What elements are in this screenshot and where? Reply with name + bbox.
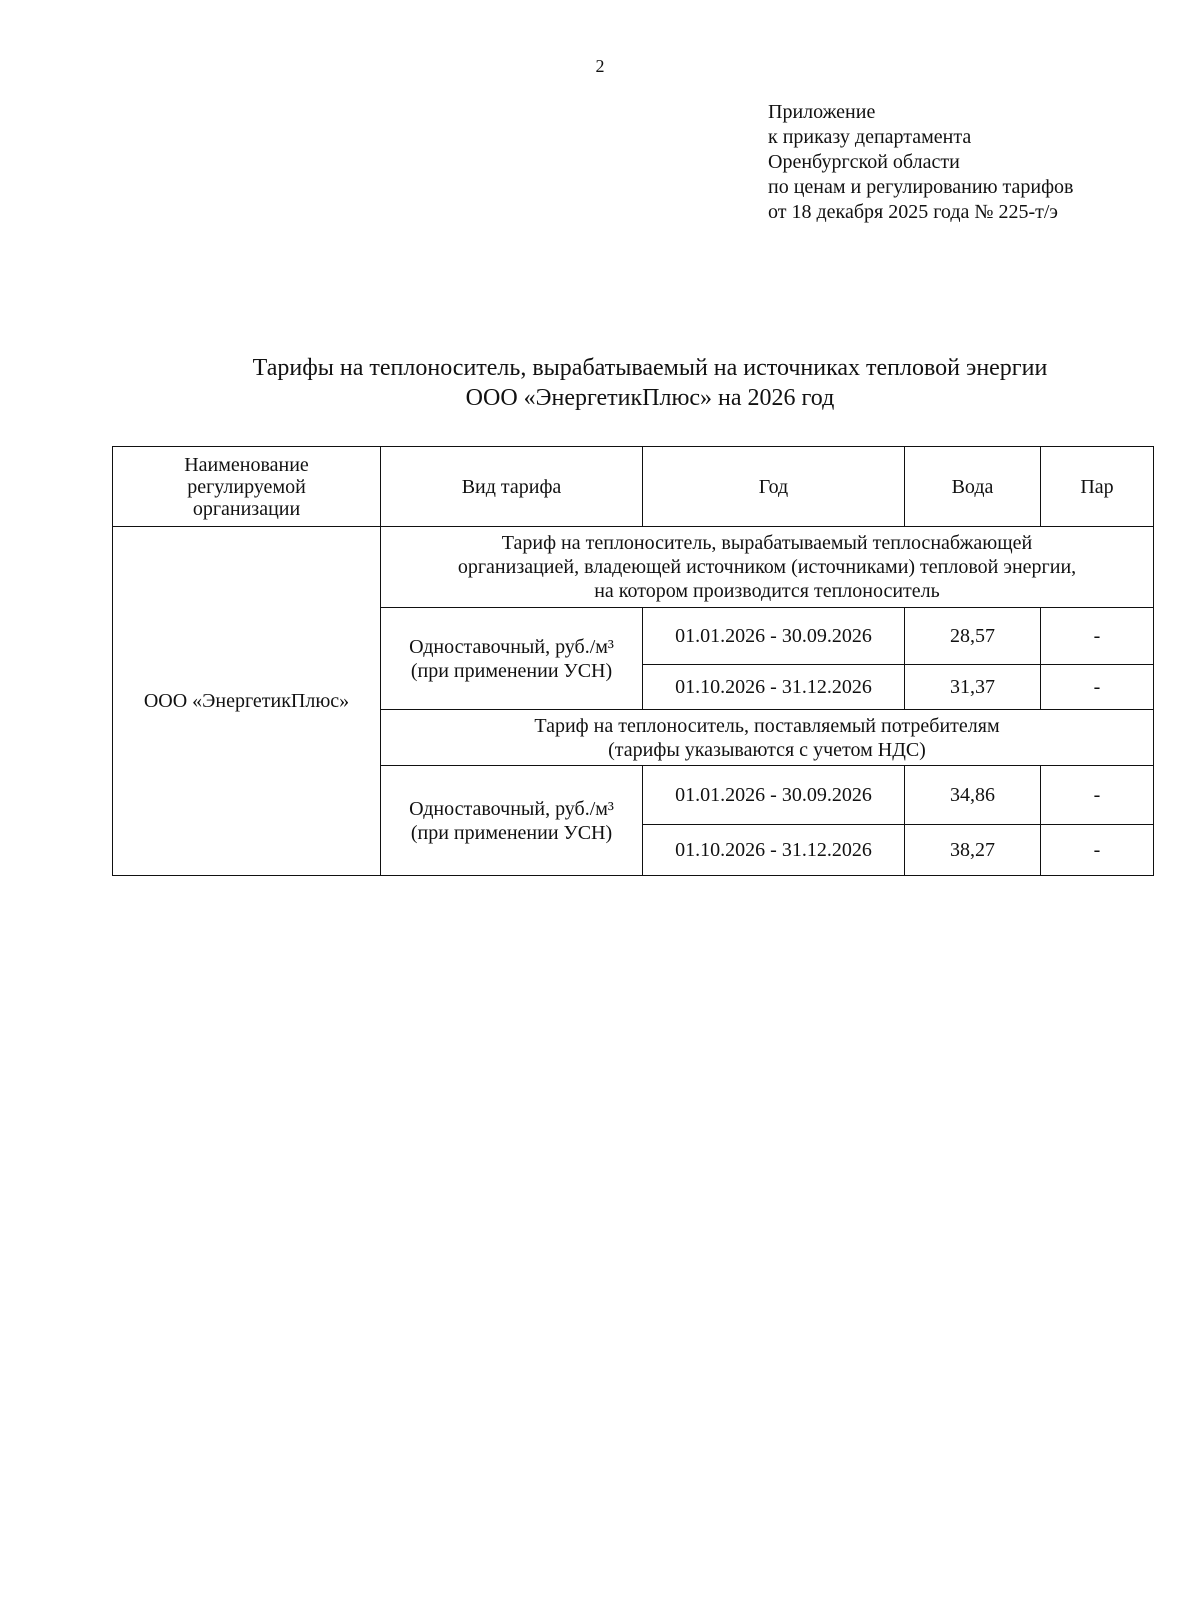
- table-header-row: [113, 447, 1154, 527]
- header-water: Вода: [905, 447, 1041, 527]
- period-cell: 01.10.2026 - 31.12.2026: [643, 665, 905, 710]
- title-line-2: ООО «ЭнергетикПлюс» на 2026 год: [465, 385, 835, 411]
- appendix-line: Оренбургской области: [768, 151, 960, 173]
- steam-value-cell: -: [1041, 608, 1154, 665]
- header-org-line: организации: [192, 497, 301, 520]
- appendix-line: к приказу департамента: [768, 126, 972, 148]
- water-value-cell: 28,57: [905, 608, 1041, 665]
- organization-cell: ООО «ЭнергетикПлюс»: [113, 527, 381, 876]
- section-title-line: Тариф на теплоноситель, поставляемый потребителям: [534, 714, 1000, 737]
- water-value-cell: 31,37: [905, 665, 1041, 710]
- tariff-kind-line: Одноставочный, руб./м³: [409, 635, 614, 658]
- header-year: Год: [643, 447, 905, 527]
- section-title-row: [113, 527, 1154, 608]
- appendix-line: по ценам и регулированию тарифов: [768, 176, 1074, 198]
- period-cell: 01.01.2026 - 30.09.2026: [643, 608, 905, 665]
- section-title-line: (тарифы указываются с учетом НДС): [608, 738, 926, 761]
- tariff-kind-line: (при применении УСН): [410, 659, 613, 682]
- steam-value-cell: -: [1041, 766, 1154, 825]
- header-organization: [113, 447, 381, 527]
- section-title: [381, 710, 1154, 766]
- page-number: 2: [595, 56, 605, 76]
- tariff-kind-cell: [381, 608, 643, 710]
- document-title: [150, 353, 1150, 413]
- tariffs-table: [112, 446, 1154, 876]
- water-value-cell: 38,27: [905, 825, 1041, 876]
- section-title-line: на котором производится теплоноситель: [594, 580, 940, 602]
- tariff-kind-line: Одноставочный, руб./м³: [409, 797, 614, 820]
- period-cell: 01.01.2026 - 30.09.2026: [643, 766, 905, 825]
- header-steam: Пар: [1041, 447, 1154, 527]
- period-cell: 01.10.2026 - 31.12.2026: [643, 825, 905, 876]
- tariff-kind-cell: [381, 766, 643, 876]
- header-org-line: регулируемой: [187, 475, 306, 498]
- header-tariff-type: Вид тарифа: [381, 447, 643, 527]
- appendix-block: [768, 100, 1188, 225]
- section-title: [381, 527, 1154, 608]
- steam-value-cell: -: [1041, 665, 1154, 710]
- header-org-line: Наименование: [184, 453, 309, 476]
- section-title-line: организацией, владеющей источником (источниками) тепловой энергии,: [457, 556, 1077, 578]
- appendix-line: от 18 декабря 2025 года № 225-т/э: [768, 201, 1058, 223]
- steam-value-cell: -: [1041, 825, 1154, 876]
- water-value-cell: 34,86: [905, 766, 1041, 825]
- appendix-line: Приложение: [768, 101, 876, 123]
- title-line-1: Тарифы на теплоноситель, вырабатываемый на источниках тепловой энергии: [252, 355, 1048, 381]
- section-title-line: Тариф на теплоноситель, вырабатываемый теплоснабжающей: [501, 532, 1033, 554]
- tariff-kind-line: (при применении УСН): [410, 821, 613, 844]
